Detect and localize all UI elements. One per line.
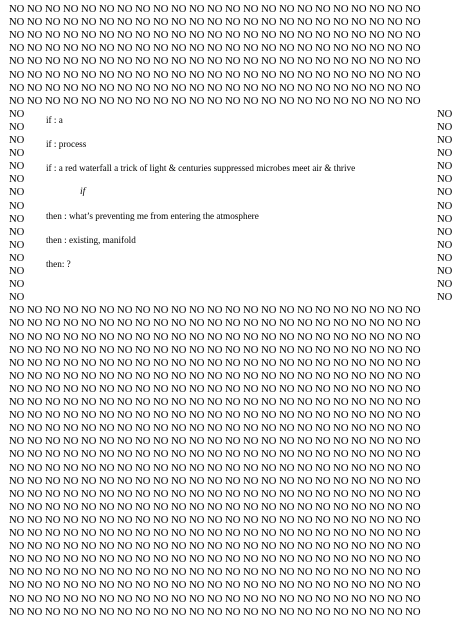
poem-line-1: if : a — [46, 115, 63, 125]
no-row-bottom-4: NO NO NO NO NO NO NO NO NO NO NO NO NO NO NO NO NO NO NO NO NO NO NO — [9, 344, 421, 356]
no-row-bottom-22: NO NO NO NO NO NO NO NO NO NO NO NO NO NO NO NO NO NO NO NO NO NO NO — [9, 580, 421, 592]
poem-line-5: then : what’s preventing me from entering the atmosphere — [46, 211, 259, 221]
no-right-5: NO — [437, 161, 453, 173]
no-row-bottom-5: NO NO NO NO NO NO NO NO NO NO NO NO NO NO NO NO NO NO NO NO NO NO NO — [9, 357, 421, 369]
no-left-3: NO — [9, 135, 25, 146]
no-row-bottom-21: NO NO NO NO NO NO NO NO NO NO NO NO NO NO NO NO NO NO NO NO NO NO NO — [9, 567, 421, 579]
poem-line-4-italic: if — [80, 186, 86, 197]
no-row-bottom-2: NO NO NO NO NO NO NO NO NO NO NO NO NO NO NO NO NO NO NO NO NO NO NO — [9, 318, 421, 330]
no-right-11: NO — [437, 239, 453, 251]
no-row-bottom-17: NO NO NO NO NO NO NO NO NO NO NO NO NO NO NO NO NO NO NO NO NO NO NO — [9, 514, 421, 526]
no-row-bottom-24: NO NO NO NO NO NO NO NO NO NO NO NO NO NO NO NO NO NO NO NO NO NO NO — [9, 606, 421, 618]
no-row-top-4: NO NO NO NO NO NO NO NO NO NO NO NO NO NO NO NO NO NO NO NO NO NO NO — [9, 43, 421, 55]
no-row-bottom-3: NO NO NO NO NO NO NO NO NO NO NO NO NO NO NO NO NO NO NO NO NO NO NO — [9, 331, 421, 343]
no-right-6: NO — [437, 174, 453, 186]
no-row-bottom-7: NO NO NO NO NO NO NO NO NO NO NO NO NO NO NO NO NO NO NO NO NO NO NO — [9, 383, 421, 395]
no-right-2: NO — [437, 121, 453, 133]
no-left-5: NO — [9, 161, 25, 173]
no-right-12: NO — [437, 252, 453, 264]
no-right-4: NO — [437, 148, 453, 160]
no-row-top-5: NO NO NO NO NO NO NO NO NO NO NO NO NO NO NO NO NO NO NO NO NO NO NO — [9, 56, 421, 68]
no-left-9: NO — [9, 213, 25, 225]
no-row-top-3: NO NO NO NO NO NO NO NO NO NO NO NO NO NO NO NO NO NO NO NO NO NO NO — [9, 30, 421, 42]
no-left-7: NO — [9, 187, 25, 199]
no-left-13: NO — [9, 266, 25, 277]
no-right-10: NO — [437, 226, 453, 238]
no-left-15: NO — [9, 292, 25, 304]
no-row-bottom-12: NO NO NO NO NO NO NO NO NO NO NO NO NO NO NO NO NO NO NO NO NO NO NO — [9, 449, 421, 461]
no-right-1: NO — [437, 108, 453, 120]
no-left-4: NO — [9, 148, 25, 160]
no-row-bottom-23: NO NO NO NO NO NO NO NO NO NO NO NO NO NO NO NO NO NO NO NO NO NO NO — [9, 593, 421, 605]
no-row-bottom-8: NO NO NO NO NO NO NO NO NO NO NO NO NO NO NO NO NO NO NO NO NO NO NO — [9, 397, 421, 408]
no-right-15: NO — [437, 292, 453, 304]
no-row-bottom-13: NO NO NO NO NO NO NO NO NO NO NO NO NO NO NO NO NO NO NO NO NO NO NO — [9, 462, 421, 474]
no-row-bottom-10: NO NO NO NO NO NO NO NO NO NO NO NO NO NO NO NO NO NO NO NO NO NO NO — [9, 423, 421, 435]
no-right-3: NO — [437, 135, 453, 146]
no-left-12: NO — [9, 252, 25, 264]
no-left-10: NO — [9, 226, 25, 238]
no-left-6: NO — [9, 174, 25, 186]
no-row-top-1: NO NO NO NO NO NO NO NO NO NO NO NO NO NO NO NO NO NO NO NO NO NO NO — [9, 4, 421, 15]
no-right-14: NO — [437, 279, 453, 291]
no-row-bottom-15: NO NO NO NO NO NO NO NO NO NO NO NO NO NO NO NO NO NO NO NO NO NO NO — [9, 488, 421, 500]
no-right-8: NO — [437, 200, 453, 212]
poem-line-2: if : process — [46, 139, 87, 149]
poem-line-7: then: ? — [46, 259, 71, 269]
no-left-14: NO — [9, 279, 25, 291]
no-right-9: NO — [437, 213, 453, 225]
no-row-bottom-18: NO NO NO NO NO NO NO NO NO NO NO NO NO NO NO NO NO NO NO NO NO NO NO — [9, 528, 421, 539]
no-row-bottom-19: NO NO NO NO NO NO NO NO NO NO NO NO NO NO NO NO NO NO NO NO NO NO NO — [9, 541, 421, 553]
poem-line-6: then : existing, manifold — [46, 235, 136, 245]
no-row-bottom-11: NO NO NO NO NO NO NO NO NO NO NO NO NO NO NO NO NO NO NO NO NO NO NO — [9, 436, 421, 448]
poem-line-3: if : a red waterfall a trick of light & centuries suppressed microbes meet air & thrive — [46, 163, 356, 173]
no-row-bottom-1: NO NO NO NO NO NO NO NO NO NO NO NO NO NO NO NO NO NO NO NO NO NO NO — [9, 305, 421, 317]
no-right-13: NO — [437, 266, 453, 277]
no-left-8: NO — [9, 200, 25, 212]
no-row-bottom-6: NO NO NO NO NO NO NO NO NO NO NO NO NO NO NO NO NO NO NO NO NO NO NO — [9, 370, 421, 382]
no-left-11: NO — [9, 239, 25, 251]
no-row-top-2: NO NO NO NO NO NO NO NO NO NO NO NO NO NO NO NO NO NO NO NO NO NO NO — [9, 17, 421, 29]
no-row-bottom-9: NO NO NO NO NO NO NO NO NO NO NO NO NO NO NO NO NO NO NO NO NO NO NO — [9, 410, 421, 422]
no-row-top-7: NO NO NO NO NO NO NO NO NO NO NO NO NO NO NO NO NO NO NO NO NO NO NO — [9, 82, 421, 94]
no-right-7: NO — [437, 187, 453, 199]
no-row-bottom-14: NO NO NO NO NO NO NO NO NO NO NO NO NO NO NO NO NO NO NO NO NO NO NO — [9, 475, 421, 487]
no-row-bottom-20: NO NO NO NO NO NO NO NO NO NO NO NO NO NO NO NO NO NO NO NO NO NO NO — [9, 554, 421, 566]
no-row-top-8: NO NO NO NO NO NO NO NO NO NO NO NO NO NO NO NO NO NO NO NO NO NO NO — [9, 95, 421, 107]
no-row-bottom-16: NO NO NO NO NO NO NO NO NO NO NO NO NO NO NO NO NO NO NO NO NO NO NO — [9, 501, 421, 513]
no-left-1: NO — [9, 108, 25, 120]
no-row-top-6: NO NO NO NO NO NO NO NO NO NO NO NO NO NO NO NO NO NO NO NO NO NO NO — [9, 69, 421, 81]
no-left-2: NO — [9, 121, 25, 133]
